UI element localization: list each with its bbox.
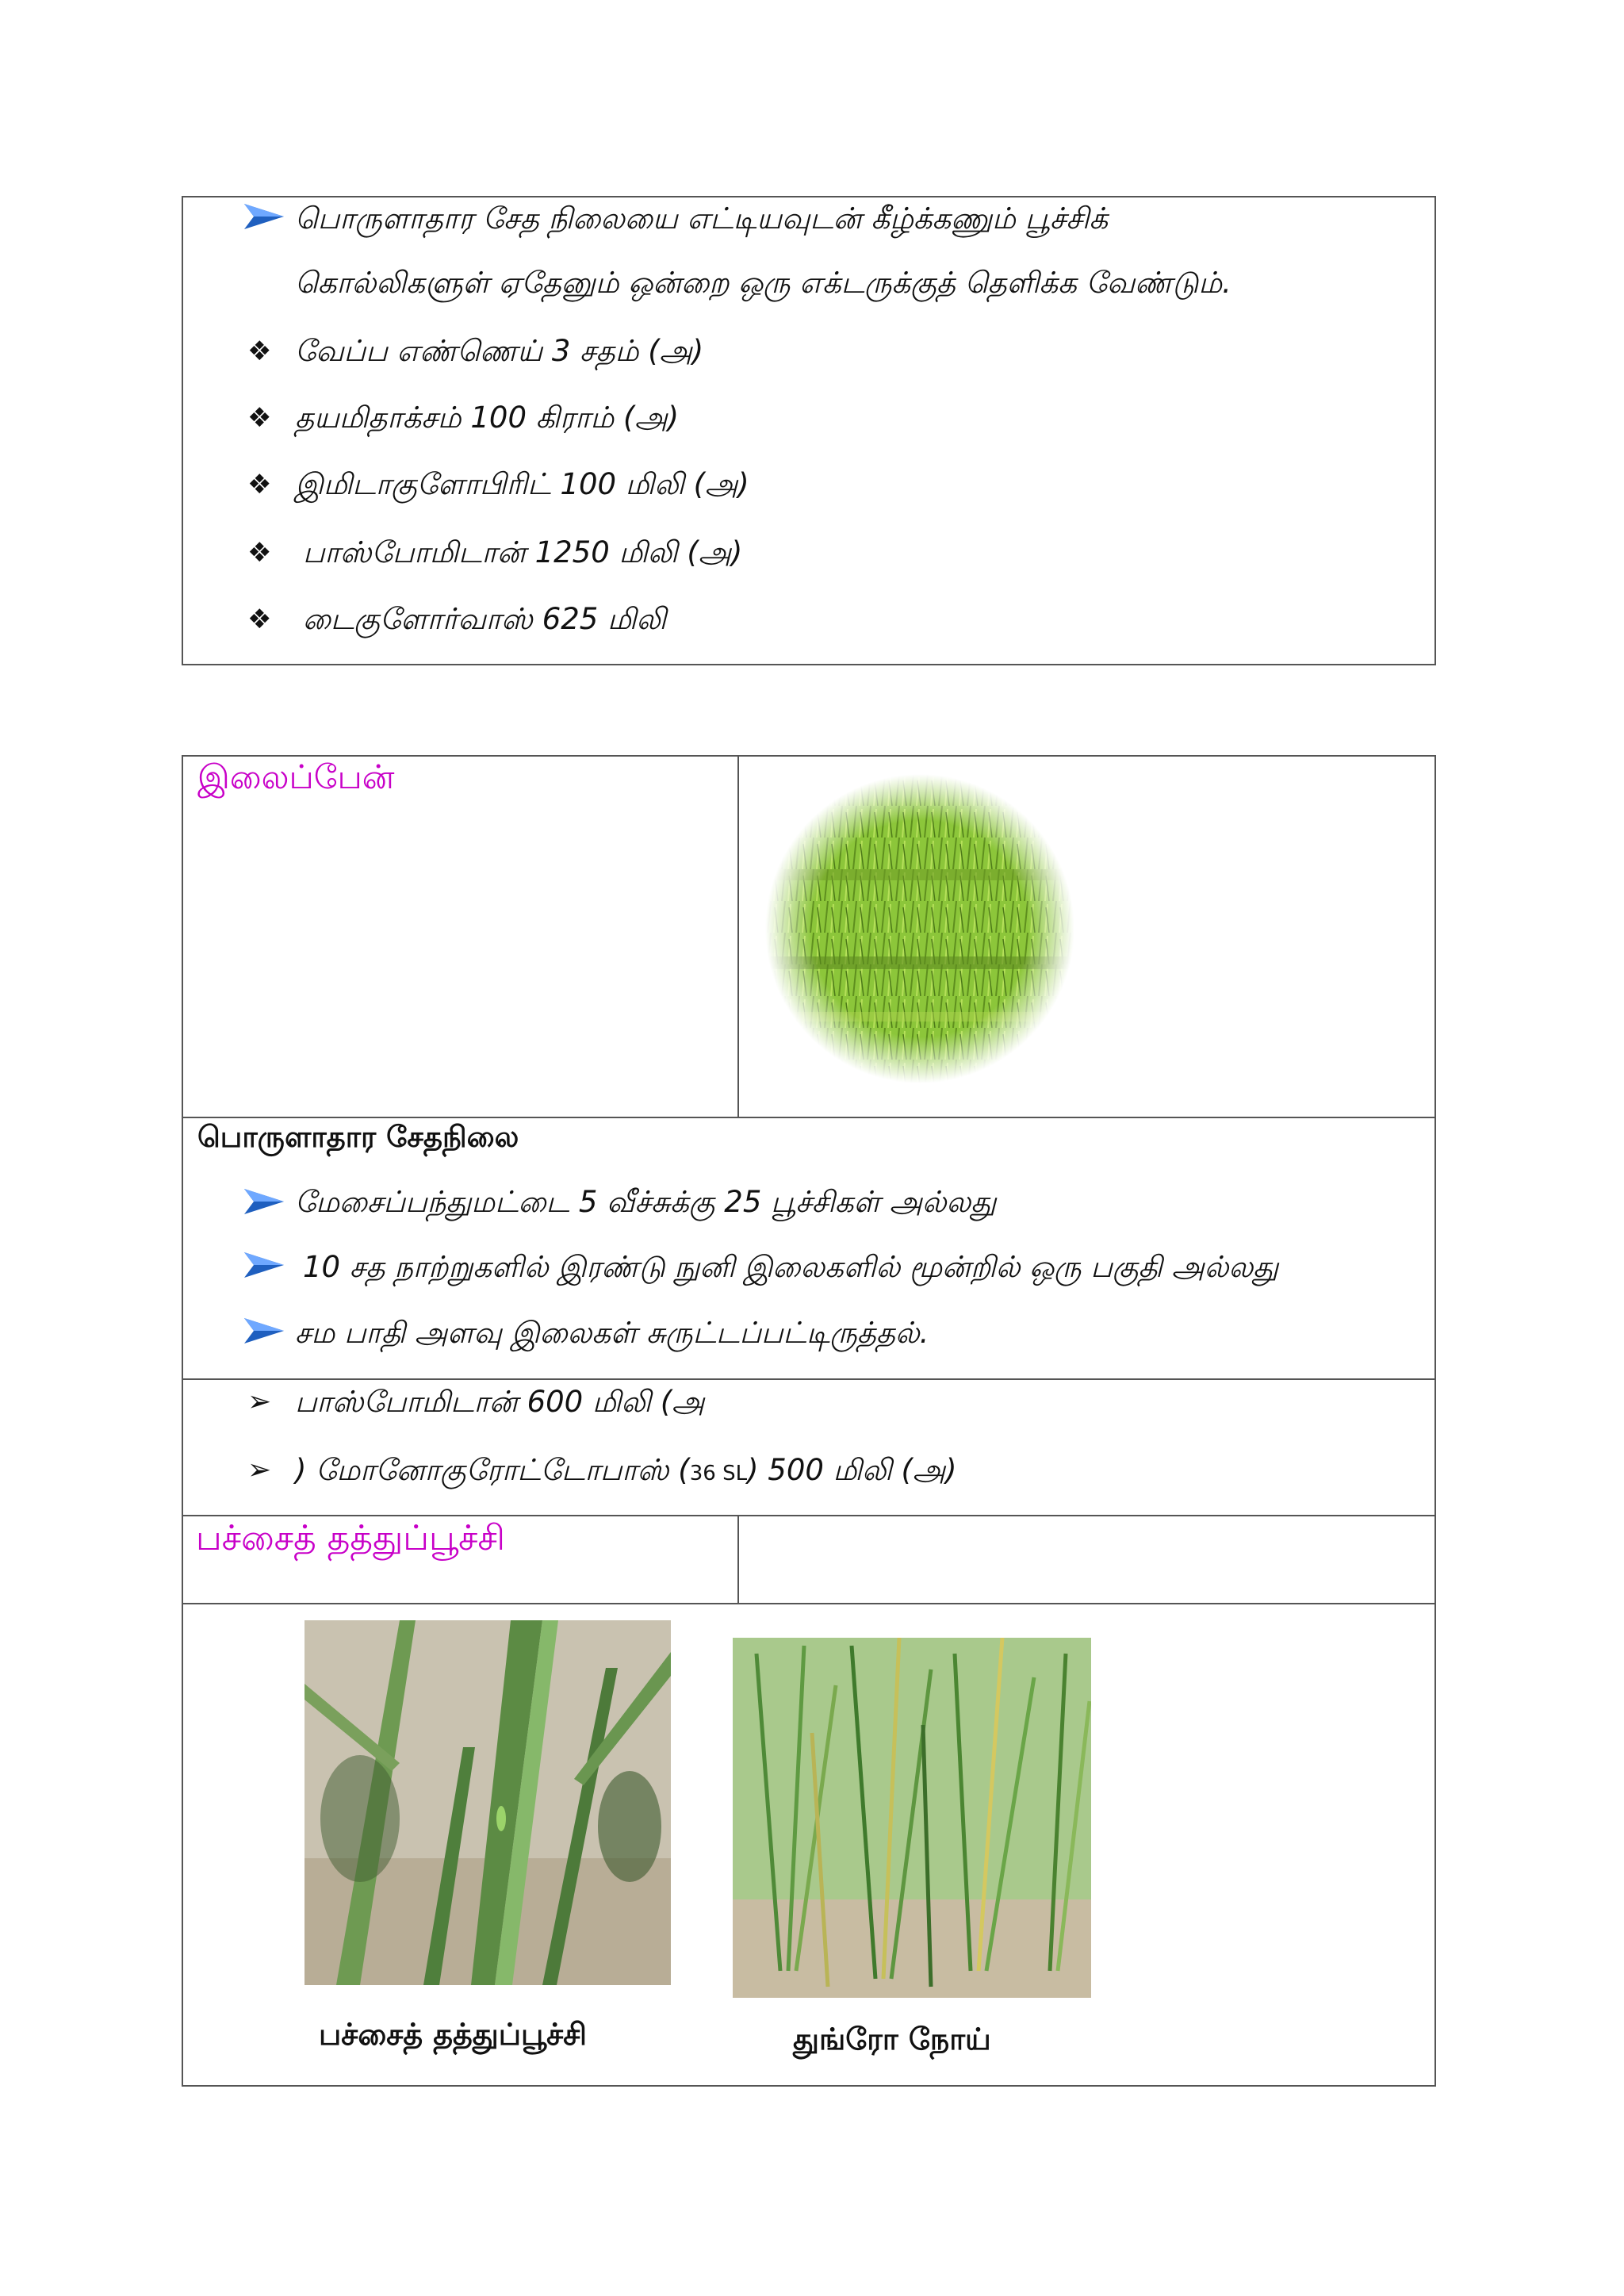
leaf-folder-title: இலைப்பேன் [197, 757, 395, 796]
top-item-4: பாஸ்போமிடான் 1250 மிலி (அ) [303, 535, 743, 569]
etl-item-3: சம பாதி அளவு இலைகள் சுருட்டப்பட்டிருத்தல். [295, 1316, 929, 1350]
control-item-2-prefix: ) மோனோகுரோட்டோபாஸ் ( [295, 1453, 690, 1487]
etl-item-1: மேசைப்பந்துமட்டை 5 வீச்சுக்கு 25 பூச்சிகள் அல்லது [295, 1185, 997, 1219]
caption-tungro-disease: துங்ரோ நோய் [793, 2022, 991, 2056]
arrow-bullet-icon [244, 1187, 284, 1216]
arrow-bullet-icon [244, 1251, 284, 1279]
top-intro-line-1: பொருளாதார சேத நிலையை எட்டியவுடன் கீழ்க்கணும் பூச்சிக் [295, 201, 1109, 236]
control-item-2-code: 36 SL [689, 1462, 748, 1485]
diamond-bullet-icon: ❖ [247, 469, 272, 500]
diamond-bullet-icon: ❖ [247, 402, 272, 434]
etl-item-2: 10 சத நாற்றுகளில் இரண்டு நுனி இலைகளில் மூன்றில் ஒரு பகுதி அல்லது [303, 1250, 1279, 1284]
tungro-disease-photo [733, 1638, 1091, 1998]
column-divider [737, 755, 739, 1117]
caption-green-leafhopper: பச்சைத் தத்துப்பூச்சி [319, 2017, 587, 2052]
control-item-2 [295, 1451, 957, 1493]
diamond-bullet-icon: ❖ [247, 335, 272, 367]
top-item-2: தயமிதாக்சம் 100 கிராம் (அ) [295, 401, 680, 435]
row-divider [182, 1515, 1436, 1516]
green-leafhopper-title: பச்சைத் தத்துப்பூச்சி [196, 1518, 506, 1558]
diamond-bullet-icon: ❖ [247, 604, 272, 635]
row-divider [182, 1378, 1436, 1380]
chevron-bullet-icon: ➢ [247, 1386, 272, 1418]
green-leafhopper-photo [304, 1620, 671, 1985]
rice-field-image [765, 774, 1074, 1083]
control-item-1: பாஸ்போமிடான் 600 மிலி (அ [295, 1385, 705, 1419]
top-item-3: இமிடாகுளோபிரிட் 100 மிலி (அ) [295, 467, 749, 501]
chevron-bullet-icon: ➢ [247, 1454, 272, 1486]
top-intro-line-2: கொல்லிகளுள் ஏதேனும் ஒன்றை ஒரு எக்டருக்குத் தெளிக்க வேண்டும். [295, 266, 1231, 300]
arrow-bullet-icon [244, 202, 284, 231]
control-item-2-suffix: ) 500 மிலி (அ) [747, 1453, 957, 1487]
arrow-bullet-icon [244, 1317, 284, 1345]
row-divider [182, 1603, 1436, 1604]
diamond-bullet-icon: ❖ [247, 537, 272, 569]
column-divider [737, 1515, 739, 1603]
etl-heading: பொருளாதார சேதநிலை [197, 1120, 519, 1154]
top-item-5: டைகுளோர்வாஸ் 625 மிலி [303, 602, 667, 636]
top-item-1: வேப்ப எண்ணெய் 3 சதம் (அ) [295, 334, 704, 368]
